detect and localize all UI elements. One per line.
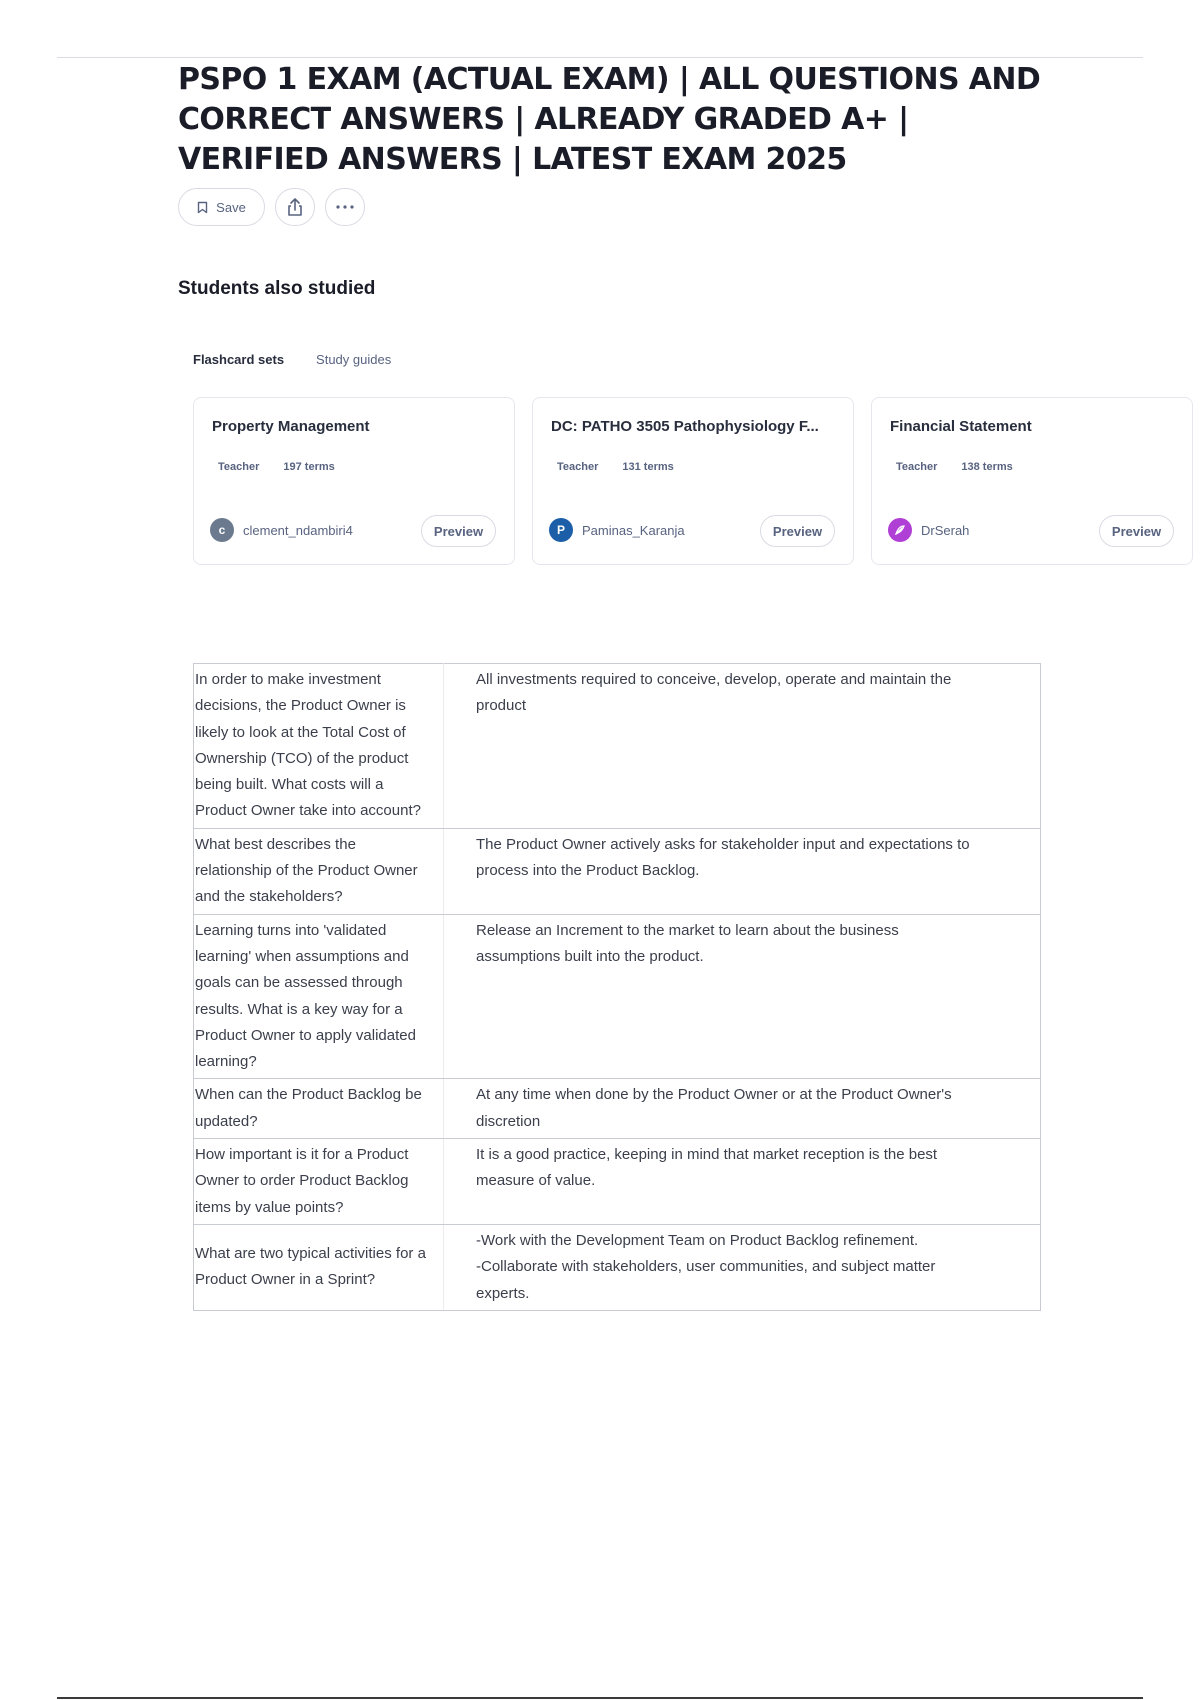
author-name: Paminas_Karanja — [582, 522, 685, 538]
card-role: Teacher — [557, 461, 599, 473]
question-cell: In order to make investment decisions, the Product Owner is likely to look at the Total Cost of Ownership (TCO) of the product being built. What costs will a Product Owner take into account? — [194, 664, 444, 829]
more-options-button[interactable] — [325, 188, 365, 226]
tab-flashcard-sets[interactable]: Flashcard sets — [193, 352, 285, 367]
more-icon — [336, 205, 354, 209]
study-cards-carousel — [193, 397, 1162, 567]
answer-cell — [444, 914, 1041, 1079]
card-terms: 138 terms — [961, 461, 1013, 473]
card-meta — [896, 461, 1013, 473]
card-title: Financial Statement — [890, 418, 1032, 435]
share-button[interactable] — [275, 188, 315, 226]
question-cell: Learning turns into 'validated learning' when assumptions and goals can be assessed through results. What is a key way for a Product Owner to apply validated learning? — [194, 914, 444, 1079]
qa-table — [193, 663, 1041, 1311]
students-also-studied-heading: Students also studied — [178, 278, 376, 299]
table-row — [194, 1139, 1041, 1225]
save-button[interactable] — [178, 188, 265, 226]
answer-line: The Product Owner actively asks for stakeholder input and expectations to process into the Product Backlog. — [476, 835, 970, 880]
card-title: DC: PATHO 3505 Pathophysiology F... — [551, 418, 819, 435]
avatar — [888, 518, 912, 542]
answer-line: -Work with the Development Team on Product Backlog refinement. — [476, 1231, 919, 1249]
bookmark-icon — [197, 201, 208, 214]
table-row — [194, 664, 1041, 829]
answer-line: All investments required to conceive, develop, operate and maintain the product — [476, 671, 952, 715]
card-role: Teacher — [218, 461, 260, 473]
author-name: clement_ndambiri4 — [243, 522, 353, 538]
study-card[interactable] — [193, 397, 515, 565]
avatar: P — [549, 518, 573, 542]
avatar-glyph-icon — [893, 523, 907, 537]
table-row — [194, 1224, 1041, 1310]
tab-study-guides[interactable]: Study guides — [316, 352, 392, 367]
study-card[interactable] — [532, 397, 854, 565]
question-cell: What are two typical activities for a Product Owner in a Sprint? — [194, 1224, 444, 1310]
answer-line: It is a good practice, keeping in mind that market reception is the best measure of value. — [476, 1146, 938, 1190]
card-title: Property Management — [212, 418, 370, 435]
answer-cell — [444, 1224, 1041, 1310]
card-author[interactable] — [549, 518, 685, 542]
save-button-label: Save — [216, 199, 246, 215]
table-row — [194, 914, 1041, 1079]
bottom-divider — [57, 1697, 1143, 1699]
answer-line: -Collaborate with stakeholders, user communities, and subject matter experts. — [476, 1258, 936, 1302]
avatar: c — [210, 518, 234, 542]
share-icon — [286, 197, 304, 217]
author-name: DrSerah — [921, 522, 970, 538]
table-row — [194, 828, 1041, 914]
question-cell: How important is it for a Product Owner to order Product Backlog items by value points? — [194, 1139, 444, 1225]
card-meta — [557, 461, 674, 473]
preview-button[interactable]: Preview — [760, 515, 835, 547]
question-cell: When can the Product Backlog be updated? — [194, 1079, 444, 1139]
study-tabs — [193, 352, 391, 367]
answer-cell — [444, 828, 1041, 914]
top-divider — [57, 57, 1143, 58]
card-terms: 197 terms — [283, 461, 335, 473]
question-cell: What best describes the relationship of the Product Owner and the stakeholders? — [194, 828, 444, 914]
study-card[interactable] — [871, 397, 1193, 565]
action-bar — [178, 188, 365, 226]
answer-line: At any time when done by the Product Owner or at the Product Owner's discretion — [476, 1086, 952, 1130]
answer-cell — [444, 1139, 1041, 1225]
preview-button[interactable]: Preview — [1099, 515, 1174, 547]
answer-cell — [444, 664, 1041, 829]
table-row — [194, 1079, 1041, 1139]
card-terms: 131 terms — [622, 461, 674, 473]
card-author[interactable] — [888, 518, 969, 542]
card-meta — [218, 461, 335, 473]
page-title: PSPO 1 EXAM (ACTUAL EXAM) | ALL QUESTIONS AND CORRECT ANSWERS | ALREADY GRADED A+ | VERIFIED ANSWERS | LATEST EXAM 2025 — [178, 62, 1041, 177]
answer-cell — [444, 1079, 1041, 1139]
card-role: Teacher — [896, 461, 938, 473]
card-author[interactable] — [210, 518, 353, 542]
answer-line: Release an Increment to the market to learn about the business assumptions built into the product. — [476, 921, 899, 965]
preview-button[interactable]: Preview — [421, 515, 496, 547]
